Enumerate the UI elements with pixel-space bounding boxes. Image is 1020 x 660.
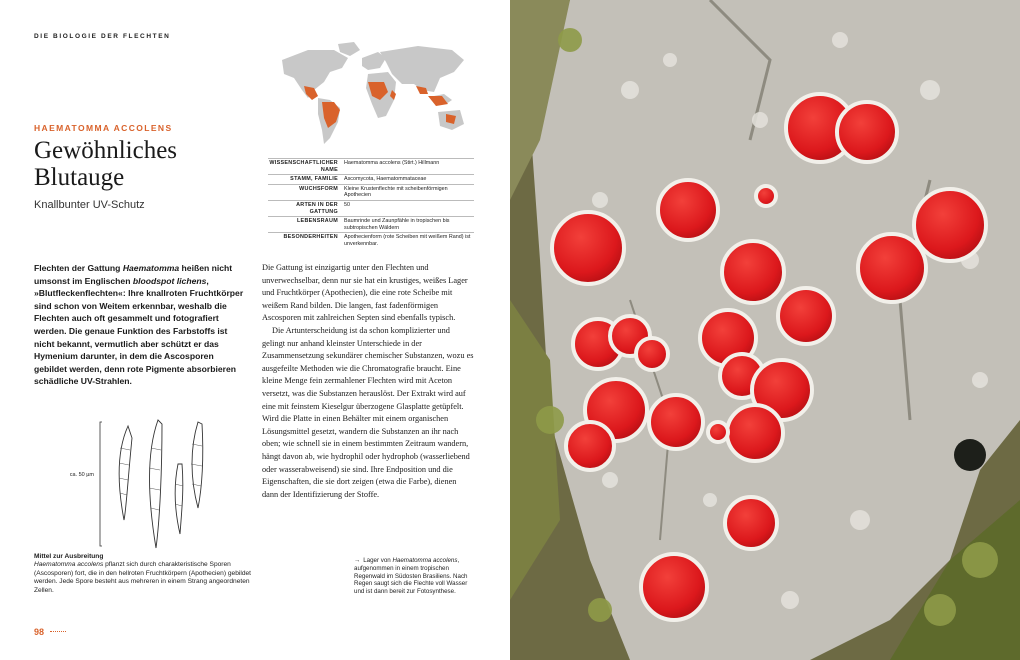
photo-caption-part-2: , aufgenommen in einem tropischen Regenwald im Südosten Brasiliens. Nach Regen saugt sich die Flechte voll Wasser und ist dann bereit zur Fotosynthese. [354, 557, 468, 596]
fact-value: Haematomma accolens (Stirt.) Hillmann [344, 159, 474, 175]
facts-row [268, 159, 474, 175]
distribution-map [268, 38, 472, 150]
lead-genus: Haematomma [122, 263, 180, 273]
body-paragraph-1: Die Gattung ist einzigartig unter den Flechten und unverwechselbar, denn nur sie hat ein krustiges, weißes Lager und Fruchtkörper (Apothecien), die eine rote Scheibe mit weißem Rand bilden. Die langen, fast fadenförmigen Ascosporen mit zahlreichen Septen sind ebenfalls typisch. [262, 263, 468, 323]
page-number: 98 [34, 627, 45, 637]
lead-paragraph [34, 262, 248, 388]
page-number-rule [50, 631, 66, 632]
photo-caption [354, 557, 474, 596]
scale-label: ca. 50 µm [69, 472, 94, 478]
fact-label: STAMM, FAMILIE [268, 175, 344, 185]
figure-caption-title: Mittel zur Ausbreitung [34, 553, 104, 560]
page-title [34, 137, 177, 191]
title-line-2: Blutauge [34, 164, 125, 191]
facts-row [268, 175, 474, 185]
page-subtitle: Knallbunter UV-Schutz [34, 199, 145, 211]
fact-value: 50 [344, 200, 474, 216]
fact-label: LEBENSRAUM [268, 217, 344, 233]
photo-caption-part-1: Lager von [363, 557, 393, 564]
lead-part-2: heißen nicht umsonst im Englischen [34, 263, 233, 286]
fact-label: WISSENSCHAFTLICHER NAME [268, 159, 344, 175]
fact-label: ARTEN IN DER GATTUNG [268, 200, 344, 216]
fact-value: Ascomycota, Haematommataceae [344, 175, 474, 185]
body-paragraph-2: Die Artunterscheidung ist da schon komplizierter und gelingt nur anhand kleinster Unterschiede in der Zusammensetzung sekundärer chemischer Substanzen, wozu es ausgefeilte Methoden wie die Chromatografie braucht. Eine kleine Menge fein zermahlener Flechten wird mit Aceton versetzt, was die Substanzen herauslöst. Der Extrakt wird auf eine mit feinstem Kieselgur überzogene Glasplatte getüpfelt. Wird die Platte in einen Behälter mit einem organischen Lösungsmittel gesetzt, wandern die Substanzen an ihr nach oben; wie schnell sie in einem bestimmten Zeitraum wandern, hängt davon ab, wie hydrophil oder hydrophob (wasserliebend oder wasserabweisend) sie sind. Ihre Endposition und die Eigenschaften, die sie dort zeigen (etwa die Farbe), dienen dann der Identifizierung der Stoffe. [262, 325, 474, 499]
title-line-1: Gewöhnliches [34, 137, 178, 164]
spore-illustration [58, 408, 218, 558]
running-head: DIE BIOLOGIE DER FLECHTEN [34, 33, 171, 40]
fact-value: Kleine Krustenflechte mit scheibenförmigen Apothecien [344, 184, 474, 200]
fact-label: BESONDERHEITEN [268, 233, 344, 249]
facts-row [268, 217, 474, 233]
lichen-photo [510, 0, 1020, 660]
fact-value: Baumrinde und Zaunpfähle in tropischen bis subtropischen Wäldern [344, 217, 474, 233]
facts-row [268, 184, 474, 200]
photo-caption-species: Haematomma accolens [392, 557, 458, 564]
lead-part-3: , »Blutfleckenflechten«: Ihre knallroten Fruchtkörper sind schon von Weitem erkennbar, weshalb die Flechten auch oft gesammelt und fotografiert werden. Die genaue Funktion des Farbstoffs ist nicht bekannt, vermutlich aber schützt er das Hymenium darunter, in dem die Ascosporen gebildet werden, denn rote Pigmente absorbieren schädliche UV-Strahlen. [34, 275, 244, 387]
facts-row [268, 233, 474, 249]
arrow-right-icon: → [354, 557, 361, 564]
figure-caption-genus: Haematomma accolens [34, 561, 104, 569]
figure-caption-body: pflanzt sich durch charakteristische Sporen (Ascosporen) fort, die in den hellroten Fruchtkörpern (Apothecien) gebildet werden. Jede Spore besteht aus mehreren in einem Strang angeordneten Zellen. [34, 561, 251, 594]
lead-english-name: bloodspot lichens [132, 275, 207, 286]
right-page [510, 0, 1020, 660]
figure-caption [34, 553, 254, 595]
fact-label: WUCHSFORM [268, 184, 344, 200]
facts-row [268, 200, 474, 216]
species-scientific-name: HAEMATOMMA ACCOLENS [34, 123, 173, 133]
facts-table [268, 158, 474, 249]
fact-value: Apothecienform (rote Scheiben mit weißem Rand) ist unverkennbar. [344, 233, 474, 249]
lead-part-1: Flechten der Gattung [34, 263, 123, 273]
body-text [262, 262, 474, 501]
